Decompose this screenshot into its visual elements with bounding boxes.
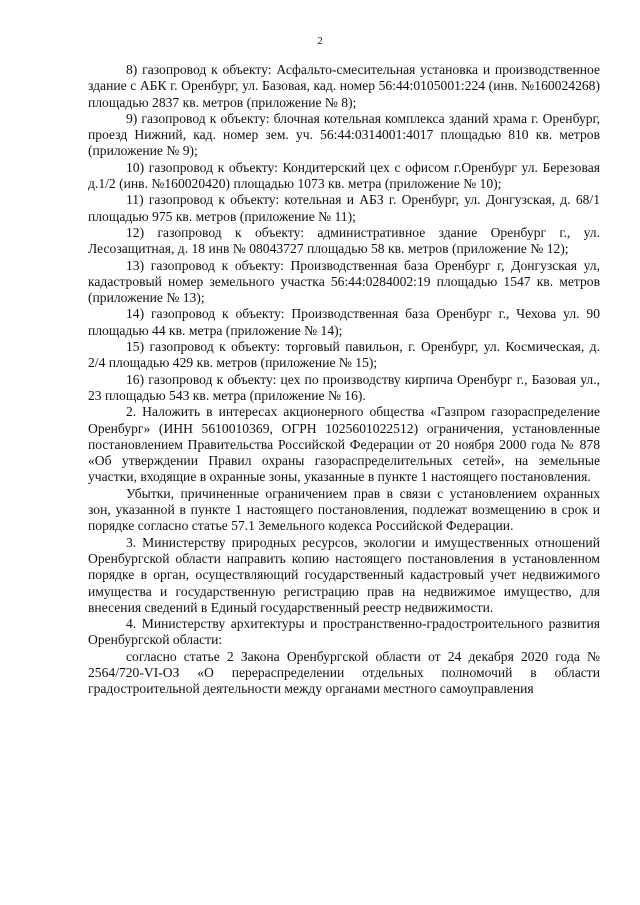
- item-9-paragraph: 9) газопровод к объекту: блочная котельная комплекса зданий храма г. Оренбург, проезд Нижний, кад. номер зем. уч. 56:44:0314001:4017 площадью 810 кв. метров (приложение № 9);: [88, 110, 600, 159]
- clause-2-paragraph: 2. Наложить в интересах акционерного общества «Газпром газораспределение Оренбург» (ИНН 5610010369, ОГРН 1025601022512) ограничения, установленные постановлением Правительства Российской Федерации от 20 ноября 2000 года № 878 «Об утверждении Правил охраны газораспределительных сетей», на земельные участки, входящие в охранные зоны, указанные в пункте 1 настоящего постановления.: [88, 404, 600, 485]
- document-body: [88, 62, 600, 698]
- clause-3-paragraph: 3. Министерству природных ресурсов, экологии и имущественных отношений Оренбургской области направить копию настоящего постановления в установленном порядке в орган, осуществляющий государственный кадастровый учет недвижимого имущества и государственную регистрацию прав на недвижимое имущество, для внесения сведений в Единый государственный реестр недвижимости.: [88, 534, 600, 615]
- item-14-paragraph: 14) газопровод к объекту: Производственная база Оренбург г., Чехова ул. 90 площадью 44 кв. метра (приложение № 14);: [88, 306, 600, 338]
- item-12-paragraph: 12) газопровод к объекту: административное здание Оренбург г., ул. Лесозащитная, д. 18 инв № 08043727 площадью 58 кв. метров (приложение № 12);: [88, 224, 600, 257]
- item-8-paragraph: 8) газопровод к объекту: Асфальто-смесительная установка и производственное здание с АБК г. Оренбург, ул. Базовая, кад. номер 56:44:0105001:224 (инв. №160024268) площадью 2837 кв. метров (приложение № 8);: [88, 62, 600, 110]
- item-13-paragraph: 13) газопровод к объекту: Производственная база Оренбург г, Донгузская ул, кадастровый номер земельного участка 56:44:0284002:19 площадью 1547 кв. метров (приложение № 13);: [88, 257, 600, 306]
- clause-4-paragraph: 4. Министерству архитектуры и пространственно-градостроительного развития Оренбургской области:: [88, 616, 600, 648]
- item-16-paragraph: 16) газопровод к объекту: цех по производству кирпича Оренбург г., Базовая ул., 23 площадью 543 кв. метра (приложение № 16).: [88, 371, 600, 403]
- item-11-paragraph: 11) газопровод к объекту: котельная и АБЗ г. Оренбург, ул. Донгузская, д. 68/1 площадью 975 кв. метров (приложение № 11);: [88, 192, 600, 224]
- item-10-paragraph: 10) газопровод к объекту: Кондитерский цех с офисом г.Оренбург ул. Березовая д.1/2 (инв. №160020420) площадью 1073 кв. метра (приложение № 10);: [88, 159, 600, 192]
- damages-paragraph: Убытки, причиненные ограничением прав в связи с установлением охранных зон, указанной в пункте 1 настоящего постановления, подлежат возмещению в срок и порядке согласно статье 57.1 Земельного кодекса Российской Федерации.: [88, 485, 600, 534]
- item-15-paragraph: 15) газопровод к объекту: торговый павильон, г. Оренбург, ул. Космическая, д. 2/4 площадью 429 кв. метров (приложение № 15);: [88, 339, 600, 371]
- clause-4-continuation-paragraph: согласно статье 2 Закона Оренбургской области от 24 декабря 2020 года № 2564/720-VI-ОЗ «О перераспределении отдельных полномочий в области градостроительной деятельности между органами местного самоуправления: [88, 648, 600, 697]
- page-number: 2: [317, 35, 323, 47]
